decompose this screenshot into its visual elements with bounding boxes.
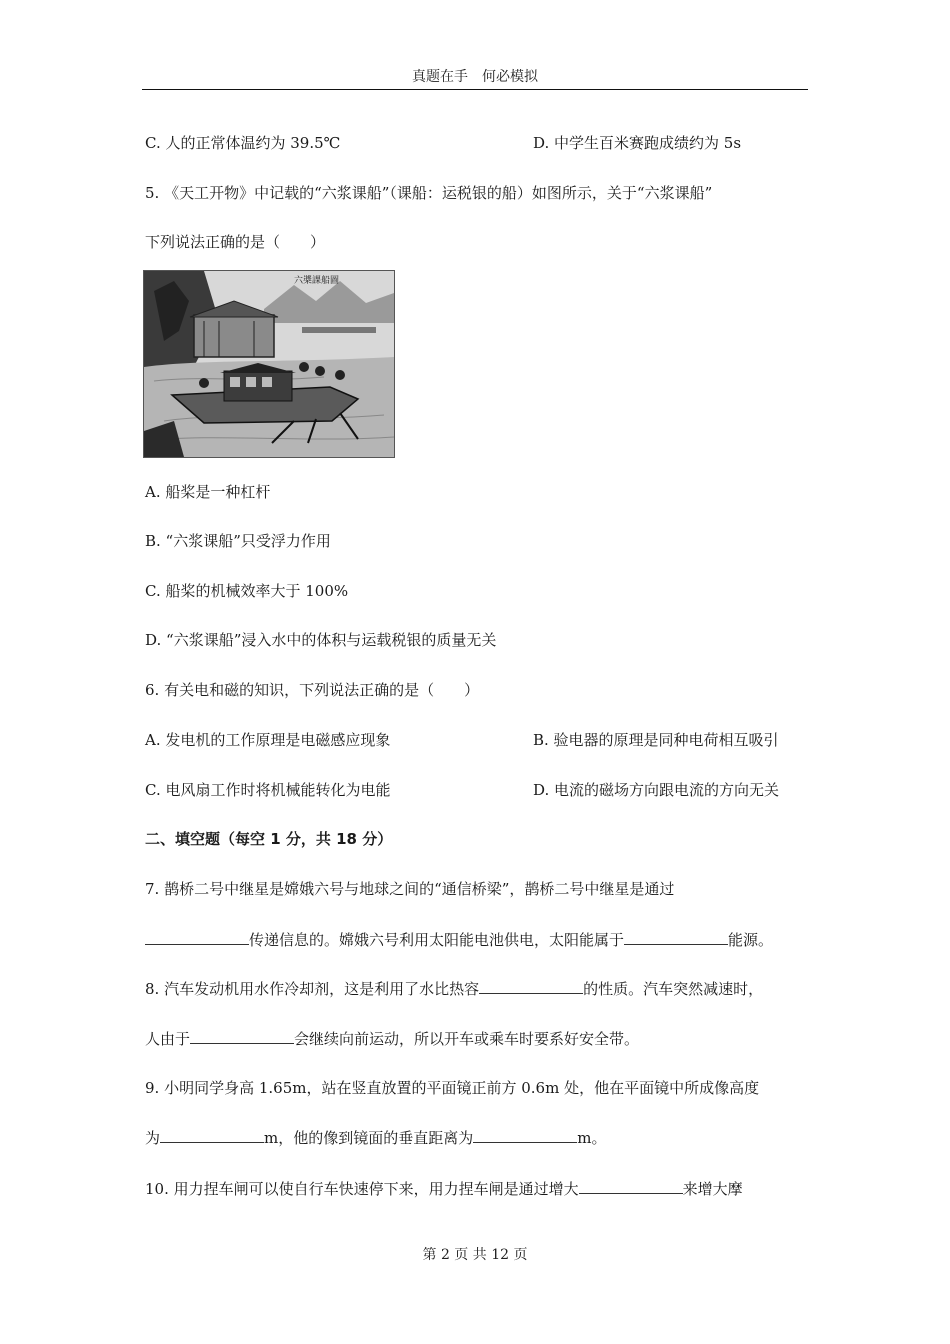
q6-option-d: D. 电流的磁场方向跟电流的方向无关 bbox=[533, 781, 780, 799]
q9-line1: 9. 小明同学身高 1.65m，站在竖直放置的平面镜正前方 0.6m 处，他在平面镜中所成像高度 bbox=[145, 1079, 760, 1097]
q5-stem-line2: 下列说法正确的是（ ） bbox=[145, 233, 326, 251]
q6-option-c: C. 电风扇工作时将机械能转化为电能 bbox=[145, 781, 391, 799]
answer-blank[interactable] bbox=[579, 1179, 683, 1194]
q6-stem: 6. 有关电和磁的知识，下列说法正确的是（ ） bbox=[145, 681, 480, 699]
q8-line2 bbox=[145, 1028, 639, 1049]
q8-text-d: 会继续向前运动，所以开车或乘车时要系好安全带。 bbox=[294, 1030, 640, 1048]
q10-text-a: 10. 用力捏车闸可以使自行车快速停下来，用力捏车闸是通过增大 bbox=[145, 1180, 579, 1198]
q5-option-d: D. “六浆课船”浸入水中的体积与运载税银的质量无关 bbox=[145, 631, 497, 649]
q8-text-b: 的性质。汽车突然减速时， bbox=[583, 980, 764, 998]
q10-text-b: 来增大摩 bbox=[682, 1180, 743, 1198]
q9-text-b: m，他的像到镜面的垂直距离为 bbox=[264, 1129, 474, 1147]
q10-line1 bbox=[145, 1178, 743, 1199]
answer-blank[interactable] bbox=[190, 1029, 294, 1044]
page-header: 真题在手 何必模拟 bbox=[412, 69, 538, 85]
answer-blank[interactable] bbox=[624, 930, 728, 945]
q5-option-c: C. 船桨的机械效率大于 100% bbox=[145, 582, 349, 600]
q7-text-b: 能源。 bbox=[728, 931, 774, 949]
q4-option-d: D. 中学生百米赛跑成绩约为 5s bbox=[533, 134, 742, 152]
q7-line2 bbox=[145, 929, 773, 950]
q5-stem-line1: 5. 《天工开物》中记载的“六浆课船”（课船：运税银的船）如图所示，关于“六浆课船” bbox=[145, 184, 713, 202]
answer-blank[interactable] bbox=[473, 1128, 577, 1143]
header-divider bbox=[142, 89, 808, 90]
q8-line1 bbox=[145, 978, 763, 999]
q5-option-b: B. “六浆课船”只受浮力作用 bbox=[145, 532, 331, 550]
q8-text-a: 8. 汽车发动机用水作冷却剂，这是利用了水比热容 bbox=[145, 980, 480, 998]
section-fill-in-title: 二、填空题（每空 1 分，共 18 分） bbox=[145, 830, 393, 848]
q9-text-a: 为 bbox=[145, 1129, 161, 1147]
answer-blank[interactable] bbox=[160, 1128, 264, 1143]
q9-text-c: m。 bbox=[577, 1129, 607, 1147]
q8-text-c: 人由于 bbox=[145, 1030, 191, 1048]
answer-blank[interactable] bbox=[145, 930, 249, 945]
q9-line2 bbox=[145, 1127, 606, 1148]
q7-text-a: 传递信息的。嫦娥六号利用太阳能电池供电，太阳能属于 bbox=[249, 931, 625, 949]
six-oar-boat-illustration bbox=[143, 270, 395, 458]
page-footer: 第 2 页 共 12 页 bbox=[422, 1247, 528, 1263]
q4-option-c: C. 人的正常体温约为 39.5℃ bbox=[145, 134, 341, 152]
q7-line1: 7. 鹊桥二号中继星是嫦娥六号与地球之间的“通信桥梁”，鹊桥二号中继星是通过 bbox=[145, 880, 675, 898]
answer-blank[interactable] bbox=[479, 979, 583, 994]
q6-option-b: B. 验电器的原理是同种电荷相互吸引 bbox=[533, 731, 779, 749]
illustration-title: 六槳課船圖 bbox=[294, 276, 340, 286]
q6-option-a: A. 发电机的工作原理是电磁感应现象 bbox=[145, 731, 391, 749]
q5-option-a: A. 船桨是一种杠杆 bbox=[145, 483, 271, 501]
